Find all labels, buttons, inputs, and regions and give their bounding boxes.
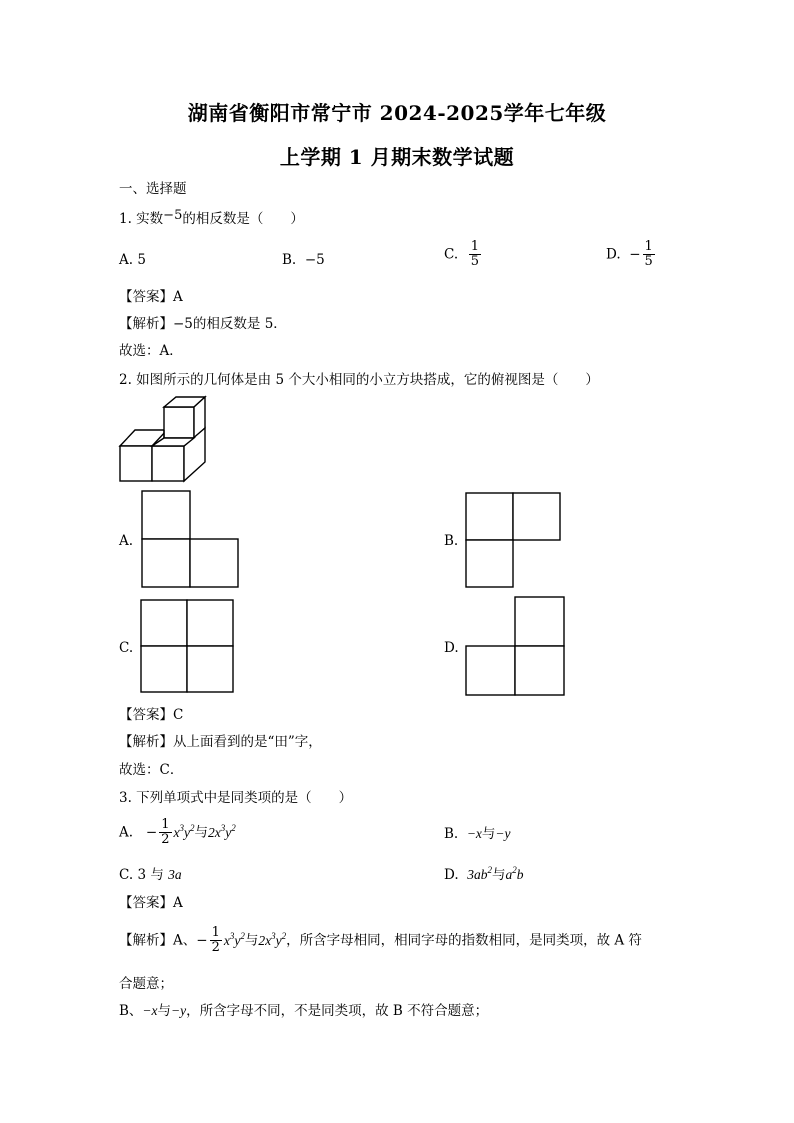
fraction-numerator: 1 bbox=[470, 239, 480, 254]
q1-option-c[interactable] bbox=[444, 240, 483, 269]
math-term: a bbox=[505, 867, 513, 882]
q1-option-d[interactable] bbox=[606, 240, 657, 269]
conjunction: 与 bbox=[150, 867, 164, 883]
q1-stem-pre: 1. 实数 bbox=[119, 211, 164, 227]
math-term: −y bbox=[171, 1003, 187, 1018]
fraction-numerator: 1 bbox=[211, 925, 220, 940]
fraction-numerator: 1 bbox=[644, 239, 653, 254]
math-term: −y bbox=[495, 826, 511, 841]
q1-option-b-value: −5 bbox=[304, 252, 325, 268]
q1-number: −5 bbox=[163, 208, 183, 223]
analysis-text: 从上面看到的是“田”字， bbox=[173, 734, 322, 750]
q1-stem-post: 的相反数是（ ） bbox=[182, 211, 304, 227]
q1-stem bbox=[119, 210, 304, 228]
math-term: −x bbox=[142, 1003, 158, 1018]
q3-option-a[interactable] bbox=[119, 818, 236, 847]
conjunction: 与 bbox=[157, 1003, 172, 1019]
q2-stem: 2. 如图所示的几何体是由 5 个大小相同的小立方块搭成，它的俯视图是（ ） bbox=[119, 372, 599, 388]
q2-option-d-figure[interactable] bbox=[465, 596, 569, 698]
q2-option-d-label[interactable]: D. bbox=[444, 640, 459, 656]
analysis-fraction bbox=[210, 926, 222, 955]
analysis-text: ，所含字母不同，不是同类项，故 B 不符合题意； bbox=[186, 1003, 489, 1019]
math-term: x bbox=[173, 824, 180, 840]
fraction-denominator: 2 bbox=[211, 940, 220, 955]
conjunction: 与 bbox=[491, 867, 506, 883]
q2-analysis bbox=[119, 733, 322, 751]
fraction-denominator: 2 bbox=[161, 832, 170, 847]
math-term: 3ab bbox=[467, 867, 488, 882]
analysis-prefix: B、 bbox=[119, 1003, 143, 1019]
math-exponent: 3 bbox=[179, 822, 185, 833]
cube-face bbox=[164, 407, 194, 438]
q1-option-a[interactable] bbox=[119, 251, 146, 269]
analysis-label: 【解析】 bbox=[119, 932, 173, 949]
analysis-text: −5的相反数是 5． bbox=[173, 316, 287, 332]
q1-option-a-label: A. bbox=[119, 252, 134, 268]
math-term: 3a bbox=[168, 867, 182, 882]
math-term: 2x bbox=[208, 824, 221, 840]
q3-option-c-label: C. bbox=[119, 867, 134, 883]
q3-option-b-label: B. bbox=[444, 826, 459, 842]
math-term: b bbox=[516, 867, 524, 882]
fraction-denominator: 5 bbox=[644, 254, 653, 269]
q1-option-d-sign: − bbox=[629, 246, 641, 263]
q3-answer: 【答案】A bbox=[119, 895, 183, 911]
q2-conclusion: 故选：C． bbox=[119, 762, 184, 778]
math-sign: − bbox=[145, 824, 158, 841]
fraction-numerator: 1 bbox=[161, 817, 170, 832]
conjunction: 与 bbox=[481, 826, 496, 842]
cube-face bbox=[152, 446, 184, 481]
q1-option-c-fraction bbox=[469, 240, 481, 269]
math-term: x bbox=[223, 932, 230, 948]
q2-solid-figure bbox=[118, 396, 210, 486]
q3-option-a-label: A. bbox=[119, 824, 134, 841]
q1-analysis bbox=[119, 315, 287, 333]
q1-option-b-label: B. bbox=[282, 252, 297, 268]
analysis-prefix: A、 bbox=[173, 932, 197, 949]
math-exponent: 2 bbox=[281, 930, 287, 941]
q1-option-b[interactable] bbox=[282, 251, 325, 269]
page-title-line1: 湖南省衡阳市常宁市 2024-2025学年七年级 bbox=[187, 101, 607, 125]
q3-option-b[interactable] bbox=[444, 825, 511, 843]
math-exponent: 2 bbox=[487, 865, 492, 875]
conjunction: 与 bbox=[244, 932, 259, 949]
fraction-denominator: 5 bbox=[470, 254, 480, 269]
q1-option-d-label: D. bbox=[606, 246, 621, 263]
math-term: −x bbox=[466, 826, 482, 841]
q2-option-c-figure[interactable] bbox=[140, 599, 236, 695]
math-term: y bbox=[234, 932, 241, 948]
q2-option-a-figure[interactable] bbox=[141, 490, 241, 590]
q1-option-d-fraction bbox=[643, 240, 655, 269]
section-heading: 一、选择题 bbox=[119, 181, 187, 197]
math-exponent: 3 bbox=[229, 930, 235, 941]
q3-analysis-a-cont: 合题意； bbox=[119, 976, 173, 992]
q3-option-a-fraction bbox=[159, 818, 171, 847]
math-exponent: 2 bbox=[190, 822, 195, 833]
q3-option-d[interactable] bbox=[444, 866, 523, 884]
q2-answer: 【答案】C bbox=[119, 707, 184, 723]
math-exponent: 3 bbox=[271, 930, 276, 941]
q3-option-c[interactable] bbox=[119, 866, 182, 884]
q3-analysis-b bbox=[119, 1002, 488, 1020]
analysis-label: 【解析】 bbox=[119, 316, 173, 332]
q2-option-b-figure[interactable] bbox=[465, 492, 563, 590]
q3-stem: 3. 下列单项式中是同类项的是（ ） bbox=[119, 790, 353, 806]
q1-answer: 【答案】A bbox=[119, 289, 183, 305]
math-term: y bbox=[225, 824, 232, 840]
math-exponent: 2 bbox=[240, 930, 245, 941]
math-term: y bbox=[184, 824, 191, 840]
q3-analysis-a bbox=[119, 926, 642, 955]
analysis-label: 【解析】 bbox=[119, 734, 173, 750]
math-term: 2x bbox=[258, 932, 272, 948]
math-sign: − bbox=[196, 932, 208, 949]
q3-option-d-label: D. bbox=[444, 867, 459, 883]
q2-option-c-label[interactable]: C. bbox=[119, 640, 134, 656]
q1-option-a-value: 5 bbox=[137, 252, 146, 268]
conjunction: 与 bbox=[194, 824, 209, 841]
math-exponent: 2 bbox=[512, 865, 517, 875]
q2-option-b-label[interactable]: B. bbox=[444, 533, 459, 549]
q2-option-a-label[interactable]: A. bbox=[119, 533, 134, 549]
cube-face bbox=[120, 446, 152, 481]
math-exponent: 3 bbox=[220, 822, 226, 833]
page-title-line2: 上学期 1 月期末数学试题 bbox=[279, 145, 515, 169]
math-term: y bbox=[275, 932, 282, 948]
q1-option-c-label: C. bbox=[444, 246, 459, 263]
q1-conclusion: 故选：A． bbox=[119, 343, 183, 359]
analysis-text: ，所含字母相同，相同字母的指数相同，是同类项，故 A 符 bbox=[286, 932, 642, 949]
math-term: 3 bbox=[137, 867, 147, 883]
math-exponent: 2 bbox=[231, 822, 236, 833]
